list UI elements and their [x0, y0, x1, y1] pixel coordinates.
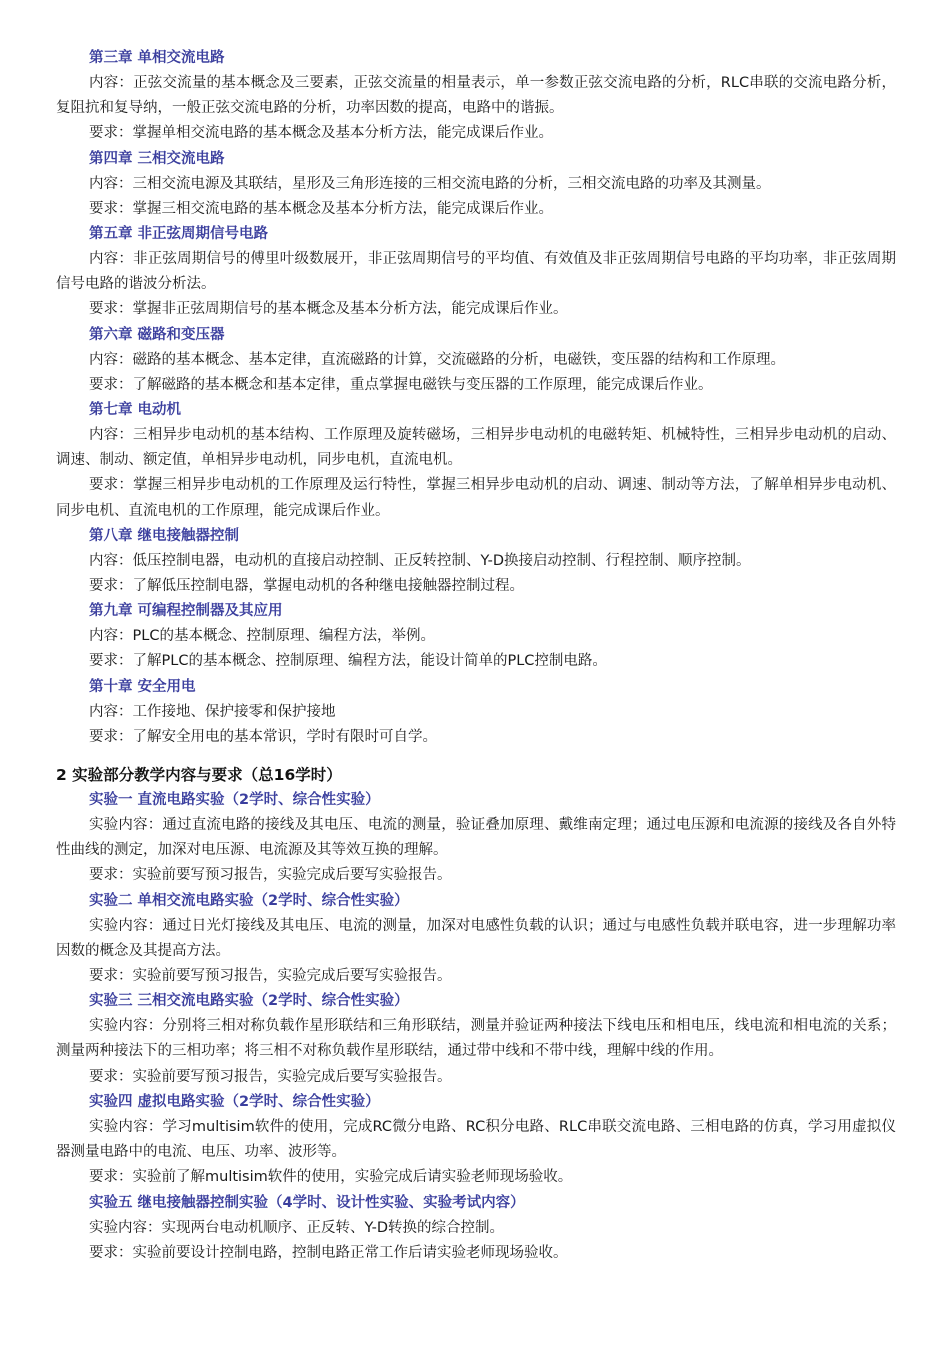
chapter-4 — [56, 147, 896, 222]
chapter-requirement: 要求：了解低压控制电器，掌握电动机的各种继电接触器控制过程。 — [89, 578, 524, 595]
chapter-title: 第四章 三相交流电路 — [89, 150, 225, 167]
chapter-content: 内容：工作接地、保护接零和保护接地 — [89, 703, 336, 720]
experiment-title: 实验一 直流电路实验（2学时、综合性实验） — [89, 792, 380, 809]
chapter-requirement: 要求：掌握非正弦周期信号的基本概念及基本分析方法，能完成课后作业。 — [89, 301, 568, 318]
chapter-requirement: 要求：了解PLC的基本概念、控制原理、编程方法，能设计简单的PLC控制电路。 — [89, 653, 607, 670]
chapter-requirement: 要求：掌握三相交流电路的基本概念及基本分析方法，能完成课后作业。 — [89, 200, 553, 217]
chapter-requirement: 要求：掌握三相异步电动机的工作原理及运行特性，掌握三相异步电动机的启动、调速、制动等方法，了解单相异步电动机、同步电机、直流电机的工作原理，能完成课后作业。 — [56, 477, 896, 519]
chapter-title: 第七章 电动机 — [89, 402, 182, 419]
experiment-requirement: 要求：实验前要设计控制电路，控制电路正常工作后请实验老师现场验收。 — [89, 1244, 568, 1261]
experiment-title: 实验二 单相交流电路实验（2学时、综合性实验） — [89, 892, 409, 909]
chapter-content: 内容：三相交流电源及其联结，星形及三角形连接的三相交流电路的分析，三相交流电路的功率及其测量。 — [89, 175, 771, 192]
experiment-requirement: 要求：实验前要写预习报告，实验完成后要写实验报告。 — [89, 867, 452, 884]
chapter-6 — [56, 323, 896, 398]
experiment-title: 实验五 继电接触器控制实验（4学时、设计性实验、实验考试内容） — [89, 1194, 525, 1211]
experiment-requirement: 要求：实验前了解multisim软件的使用，实验完成后请实验老师现场验收。 — [89, 1169, 573, 1186]
chapter-7 — [56, 398, 896, 524]
section-title: 2 实验部分教学内容与要求（总16学时） — [56, 766, 342, 785]
chapter-3 — [56, 46, 896, 147]
chapter-content: 内容：正弦交流量的基本概念及三要素，正弦交流量的相量表示，单一参数正弦交流电路的分析，RLC串联的交流电路分析，复阻抗和复导纳，一般正弦交流电路的分析，功率因数的提高，电路中的谐振。 — [56, 75, 896, 117]
experiment-2 — [56, 889, 896, 990]
experiment-content: 实验内容：实现两台电动机顺序、正反转、Y-D转换的综合控制。 — [89, 1219, 505, 1236]
chapter-5 — [56, 222, 896, 323]
chapter-requirement: 要求：了解磁路的基本概念和基本定律，重点掌握电磁铁与变压器的工作原理，能完成课后作业。 — [89, 376, 713, 393]
chapter-title: 第三章 单相交流电路 — [89, 50, 225, 66]
experiment-5 — [56, 1191, 896, 1266]
experiment-content: 实验内容：通过直流电路的接线及其电压、电流的测量，验证叠加原理、戴维南定理；通过电压源和电流源的接线及各自外特性曲线的测定，加深对电压源、电流源及其等效互换的理解。 — [56, 817, 896, 859]
chapter-content: 内容：三相异步电动机的基本结构、工作原理及旋转磁场，三相异步电动机的电磁转矩、机械特性，三相异步电动机的启动、调速、制动、额定值，单相异步电动机，同步电机，直流电机。 — [56, 427, 896, 469]
experiment-content: 实验内容：学习multisim软件的使用，完成RC微分电路、RC积分电路、RLC串联交流电路、三相电路的仿真，学习用虚拟仪器测量电路中的电流、电压、功率、波形等。 — [56, 1118, 896, 1161]
chapter-title: 第十章 安全用电 — [89, 678, 196, 695]
chapter-title: 第八章 继电接触器控制 — [89, 527, 240, 544]
chapter-title: 第六章 磁路和变压器 — [89, 326, 225, 343]
chapter-content: 内容：PLC的基本概念、控制原理、编程方法，举例。 — [89, 628, 435, 645]
chapter-requirement: 要求：掌握单相交流电路的基本概念及基本分析方法，能完成课后作业。 — [89, 125, 553, 142]
experiment-requirement: 要求：实验前要写预习报告，实验完成后要写实验报告。 — [89, 968, 452, 985]
chapter-9 — [56, 599, 896, 674]
chapter-title: 第九章 可编程控制器及其应用 — [89, 603, 283, 620]
experiment-title: 实验四 虚拟电路实验（2学时、综合性实验） — [89, 1093, 380, 1110]
experiment-1 — [56, 788, 896, 889]
chapter-requirement: 要求：了解安全用电的基本常识，学时有限时可自学。 — [89, 728, 437, 745]
chapter-8 — [56, 524, 896, 599]
experiment-3 — [56, 989, 896, 1090]
experiment-4 — [56, 1090, 896, 1191]
document-page — [56, 46, 896, 1266]
chapter-content: 内容：非正弦周期信号的傅里叶级数展开，非正弦周期信号的平均值、有效值及非正弦周期信号电路的平均功率，非正弦周期信号电路的谐波分析法。 — [56, 251, 896, 293]
chapter-content: 内容：低压控制电器，电动机的直接启动控制、正反转控制、Y-D换接启动控制、行程控制、顺序控制。 — [89, 552, 751, 569]
chapter-10 — [56, 675, 896, 750]
experiment-content: 实验内容：分别将三相对称负载作星形联结和三角形联结，测量并验证两种接法下线电压和相电压，线电流和相电流的关系；测量两种接法下的三相功率；将三相不对称负载作星形联结，通过带中线和不带中线，理解中线的作用。 — [56, 1018, 896, 1060]
experiment-title: 实验三 三相交流电路实验（2学时、综合性实验） — [89, 993, 409, 1010]
experiment-requirement: 要求：实验前要写预习报告，实验完成后要写实验报告。 — [89, 1068, 452, 1085]
experiment-content: 实验内容：通过日光灯接线及其电压、电流的测量，加深对电感性负载的认识；通过与电感性负载并联电容，进一步理解功率因数的概念及其提高方法。 — [56, 917, 896, 959]
chapter-content: 内容：磁路的基本概念、基本定律，直流磁路的计算，交流磁路的分析，电磁铁，变压器的结构和工作原理。 — [89, 351, 785, 368]
chapter-title: 第五章 非正弦周期信号电路 — [89, 226, 269, 243]
